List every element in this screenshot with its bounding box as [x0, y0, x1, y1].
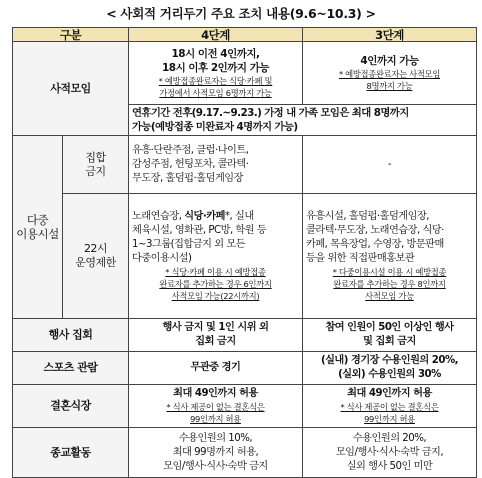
- sports-stage4: 무관중 경기: [129, 352, 303, 385]
- wedding-stage3: [303, 385, 477, 428]
- limit-s3-line: 유흥시설, 홀덤펍·홀덤게임장,: [306, 211, 430, 222]
- assembly-row: [13, 319, 477, 352]
- assembly-stage4: [129, 319, 303, 352]
- religion-s3-line: 수용인원의 20%,: [352, 432, 427, 444]
- header-stage3: 3단계: [303, 28, 477, 42]
- limit-s3-line: 등을 위한 직접판매홍보관: [306, 253, 415, 264]
- ban-s4-line: 유흥·단란주점, 클럽·나이트,: [132, 144, 249, 156]
- multi-use-ban-row: [13, 136, 477, 194]
- ban-s4-line: 무도장, 홀덤펍·홀덤게임장: [132, 172, 243, 184]
- pg-s3-note1: * 예방접종완료자는 사적모임: [338, 69, 441, 79]
- private-gathering-row: [13, 42, 477, 105]
- religion-label: 종교활동: [13, 428, 129, 478]
- limit-s4-note: * 식당·카페 이용 시 예방접종: [165, 267, 266, 277]
- multi-use-label-line1: 다중: [26, 213, 49, 227]
- chuseok-note: [129, 105, 477, 136]
- header-stage4: 4단계: [129, 28, 303, 42]
- limit-s4-line: 다중이용시설): [132, 253, 192, 264]
- limit-s3-line: 콜라텍·무도장, 노래연습장, 식당·: [306, 225, 444, 236]
- wedding-s4-note1: * 식사 제공이 없는 결혼식은: [166, 402, 265, 412]
- limit-s4-line: 노래연습장, 식당·카페*, 실내: [132, 211, 254, 222]
- pg-s4-line1: 18시 이전 4인까지,: [171, 48, 260, 60]
- religion-s4-line: 모임/행사·식사·숙박 금지: [163, 460, 268, 472]
- pg-s3-note2: 8명까지 가능: [366, 81, 413, 91]
- sports-stage3: [303, 352, 477, 385]
- chuseok-line2: 가능(예방접종 미완료자 4명까지 가능): [132, 121, 298, 133]
- assembly-s3-line2: 및 집회 금지: [363, 336, 416, 347]
- religion-stage3: [303, 428, 477, 478]
- sports-label: 스포츠 관람: [13, 352, 129, 385]
- assembly-stage3: [303, 319, 477, 352]
- wedding-s3-note2: 99인까지 허용: [364, 414, 415, 424]
- religion-s3-line: 모임/행사·식사·숙박 금지,: [335, 446, 444, 458]
- limit-s3-note: 완료자를 추가하는 경우 8인까지: [333, 279, 446, 289]
- ban-label-line2: 금지: [85, 164, 106, 178]
- religion-row: [13, 428, 477, 478]
- private-gathering-stage3: [303, 42, 477, 105]
- limit-label-line1: 22시: [83, 242, 108, 255]
- limit-s4-line: 1~3그룹(집합금지 외 모든: [132, 239, 246, 250]
- wedding-stage4: [129, 385, 303, 428]
- ban-stage4: [129, 136, 303, 194]
- pg-s3-line1: 4인까지 가능: [360, 55, 419, 67]
- limit-s4-note: 완료자를 추가하는 경우 6인까지: [159, 279, 272, 289]
- ban-s4-line: 감성주점, 헌팅포차, 콜라텍·: [132, 158, 249, 170]
- private-gathering-stage4: [129, 42, 303, 105]
- limit-label: [63, 194, 129, 319]
- religion-s4-line: 수용인원의 10%,: [178, 432, 253, 444]
- table-header-row: [13, 28, 477, 42]
- pg-s4-line2: 18시 이후 2인까지 가능: [161, 62, 270, 74]
- assembly-label: 행사 집회: [13, 319, 129, 352]
- multi-use-label: [13, 136, 63, 319]
- sports-s3-line2: (실외) 수용인원의 30%: [338, 369, 441, 380]
- private-gathering-label: 사적모임: [13, 42, 129, 136]
- limit-s3-note: * 다중이용시설 이용 시 예방접종: [332, 267, 447, 277]
- wedding-row: [13, 385, 477, 428]
- limit-label-line2: 운영제한: [75, 256, 116, 269]
- measures-table: [12, 27, 477, 478]
- sports-s3-line1: (실내) 경기장 수용인원의 20%,: [320, 355, 459, 366]
- limit-stage4: [129, 194, 303, 319]
- header-category: 구분: [13, 28, 129, 42]
- limit-s3-line: 카페, 목욕장업, 수영장, 방문판매: [306, 239, 444, 250]
- limit-s4-bold-word: 식당·카페: [184, 211, 225, 222]
- page-title: < 사회적 거리두기 주요 조치 내용(9.6~10.3) >: [106, 6, 376, 21]
- religion-s3-line: 실외 행사 50인 미만: [346, 460, 433, 472]
- limit-s3-note: 사적모임 가능: [365, 291, 414, 301]
- assembly-s4-line2: 집회 금지: [195, 336, 236, 347]
- ban-label: [63, 136, 129, 194]
- wedding-s3-note1: * 식사 제공이 없는 결혼식은: [340, 402, 439, 412]
- religion-s4-line: 최대 99명까지 허용,: [172, 446, 259, 458]
- pg-s4-note2: 가정에서 사적모임 6명까지 가능: [159, 88, 272, 98]
- limit-s4-note: 사적모임 가능(22시까지): [171, 291, 260, 301]
- limit-s4-line: 체육시설, 영화관, PC방, 학원 등: [132, 225, 267, 236]
- sports-row: [13, 352, 477, 385]
- wedding-s4-main: 최대 49인까지 허용: [173, 388, 258, 399]
- multi-use-label-line2: 이용시설: [16, 227, 59, 241]
- limit-stage3: [303, 194, 477, 319]
- wedding-label: 결혼식장: [13, 385, 129, 428]
- chuseok-line1: 연휴기간 전후(9.17.~9.23.) 가정 내 가족 모임은 최대 8명까지: [132, 107, 409, 119]
- ban-label-line1: 집합: [85, 150, 106, 164]
- multi-use-limit-row: [13, 194, 477, 319]
- assembly-s3-line1: 참여 인원이 50인 이상인 행사: [325, 322, 454, 333]
- wedding-s4-note2: 99인까지 허용: [190, 414, 241, 424]
- assembly-s4-line1: 행사 금지 및 1인 시위 외: [162, 322, 269, 333]
- pg-s4-note1: * 예방접종완료자는 식당·카페 및: [158, 76, 273, 86]
- religion-stage4: [129, 428, 303, 478]
- ban-stage3: -: [303, 136, 477, 194]
- wedding-s3-main: 최대 49인까지 허용: [347, 388, 432, 399]
